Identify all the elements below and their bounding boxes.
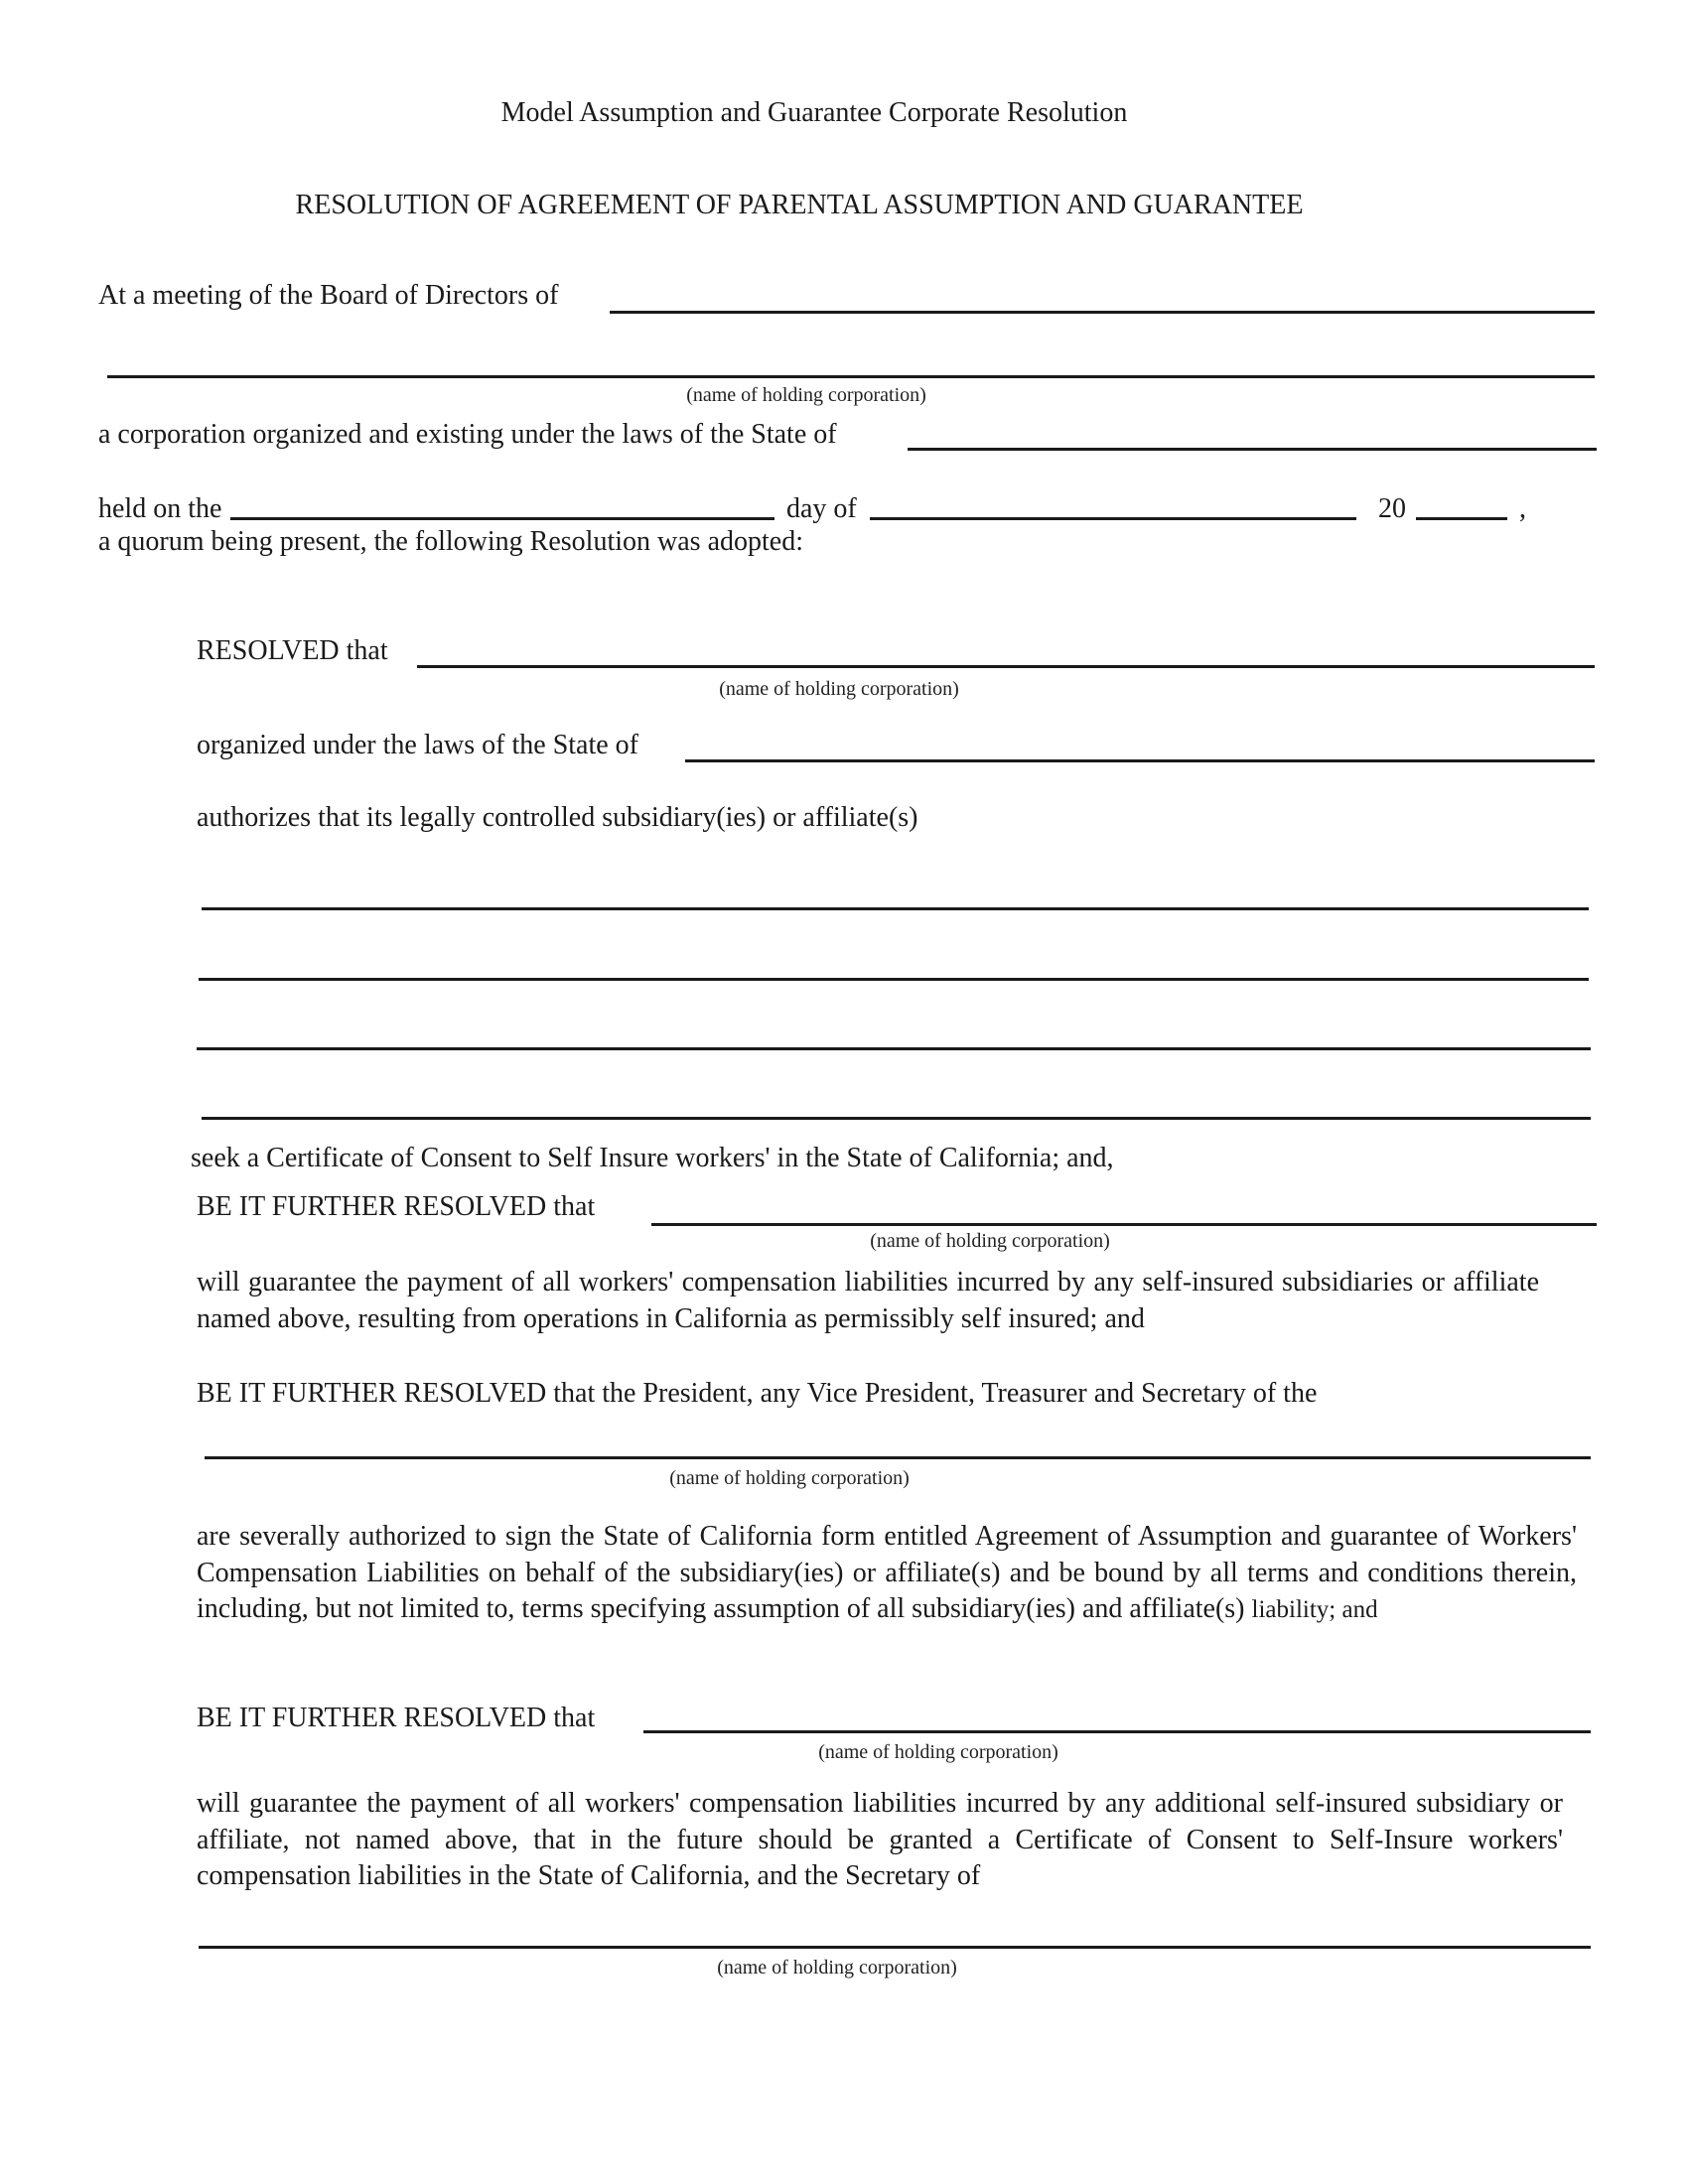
year-line [1416,517,1507,520]
subsidiary-field-1[interactable] [202,877,1589,906]
resolved-corporation-field[interactable] [417,634,1595,664]
further-resolved-3-label: BE IT FURTHER RESOLVED that [197,1703,596,1733]
further-resolved-2-line [205,1456,1591,1459]
organized-state-field[interactable] [685,729,1595,758]
state-field[interactable] [908,417,1597,447]
secretary-corporation-field[interactable] [199,1915,1591,1945]
held-on-day-field[interactable] [230,486,774,516]
holding-corporation-caption: (name of holding corporation) [686,384,926,406]
subsidiary-line-4 [202,1117,1591,1120]
organized-state-line [685,759,1595,762]
further-resolved-2-label: BE IT FURTHER RESOLVED that the President, any Vice President, Treasurer and Secretary of the [197,1378,1318,1409]
further-resolved-3-line [643,1730,1591,1733]
resolved-label: RESOLVED that [197,635,388,666]
secretary-corporation-caption: (name of holding corporation) [717,1957,957,1979]
further-resolved-2-body: are severally authorized to sign the State of California form entitled Agreement of Assumption and guarantee of Workers' Compensation Liabilities on behalf of the subsidiary(ies) or affiliate(s) and be bound by all terms and conditions therein, including, but not limited to, terms specifying assumption of all subsidiary(ies) and affiliate(s) [197,1521,1577,1624]
organized-label: organized under the laws of the State of [197,730,639,760]
subsidiary-line-2 [199,978,1589,981]
further-resolved-2-caption: (name of holding corporation) [669,1467,910,1489]
further-resolved-1-label: BE IT FURTHER RESOLVED that [197,1191,596,1222]
month-line [870,517,1356,520]
further-resolved-2-text [197,1519,1577,1629]
further-resolved-1-caption: (name of holding corporation) [870,1230,1110,1252]
quorum-line: a quorum being present, the following Resolution was adopted: [98,526,803,557]
subsidiary-field-2[interactable] [199,947,1589,977]
subsidiary-field-3[interactable] [197,1017,1591,1046]
holding-corporation-line [107,375,1595,378]
state-line [908,448,1597,451]
seek-certificate-text: seek a Certificate of Consent to Self Insure workers' in the State of California; and, [191,1143,1114,1173]
held-on-label: held on the [98,493,222,524]
subsidiary-line-1 [202,907,1589,910]
subsidiary-field-4[interactable] [202,1086,1591,1116]
authorizes-text: authorizes that its legally controlled subsidiary(ies) or affiliate(s) [197,802,918,833]
further-resolved-3-field[interactable] [643,1700,1591,1729]
year-prefix: 20 [1378,493,1406,524]
further-resolved-3-text: will guarantee the payment of all workers' compensation liabilities incurred by any additional self-insured subsidiary or affiliate, not named above, that in the future should be granted a Certificate of Consent to Self-Insure workers' compensation liabilities in the State of California, and the Secretary of [197,1788,1563,1891]
year-comma: , [1519,493,1526,524]
holding-corporation-field[interactable] [107,344,1595,374]
held-on-line [230,517,774,520]
resolved-corporation-line [417,665,1595,668]
further-resolved-1-text: will guarantee the payment of all workers' compensation liabilities incurred by any self-insured subsidiaries or affiliate named above, resulting from operations in California as permissibly self insured; and [197,1267,1539,1334]
subsidiary-line-3 [197,1047,1591,1050]
board-corporation-field[interactable] [610,280,1595,310]
intro-line2: a corporation organized and existing under the laws of the State of [98,419,837,450]
further-resolved-1-field[interactable] [651,1192,1597,1222]
document-header: Model Assumption and Guarantee Corporate Resolution [500,97,1128,128]
further-resolved-1-line [651,1223,1597,1226]
further-resolved-2-end: liability; and [1251,1596,1378,1623]
resolved-corporation-caption: (name of holding corporation) [719,678,959,700]
board-corporation-line [610,311,1595,314]
month-field[interactable] [870,486,1356,516]
document-title: RESOLUTION OF AGREEMENT OF PARENTAL ASSUMPTION AND GUARANTEE [295,190,1304,220]
secretary-corporation-line [199,1946,1591,1949]
year-field[interactable] [1416,486,1507,516]
further-resolved-3-caption: (name of holding corporation) [818,1741,1058,1763]
intro-line1: At a meeting of the Board of Directors of [98,280,559,311]
day-of-label: day of [786,493,857,524]
further-resolved-2-field[interactable] [205,1426,1591,1455]
